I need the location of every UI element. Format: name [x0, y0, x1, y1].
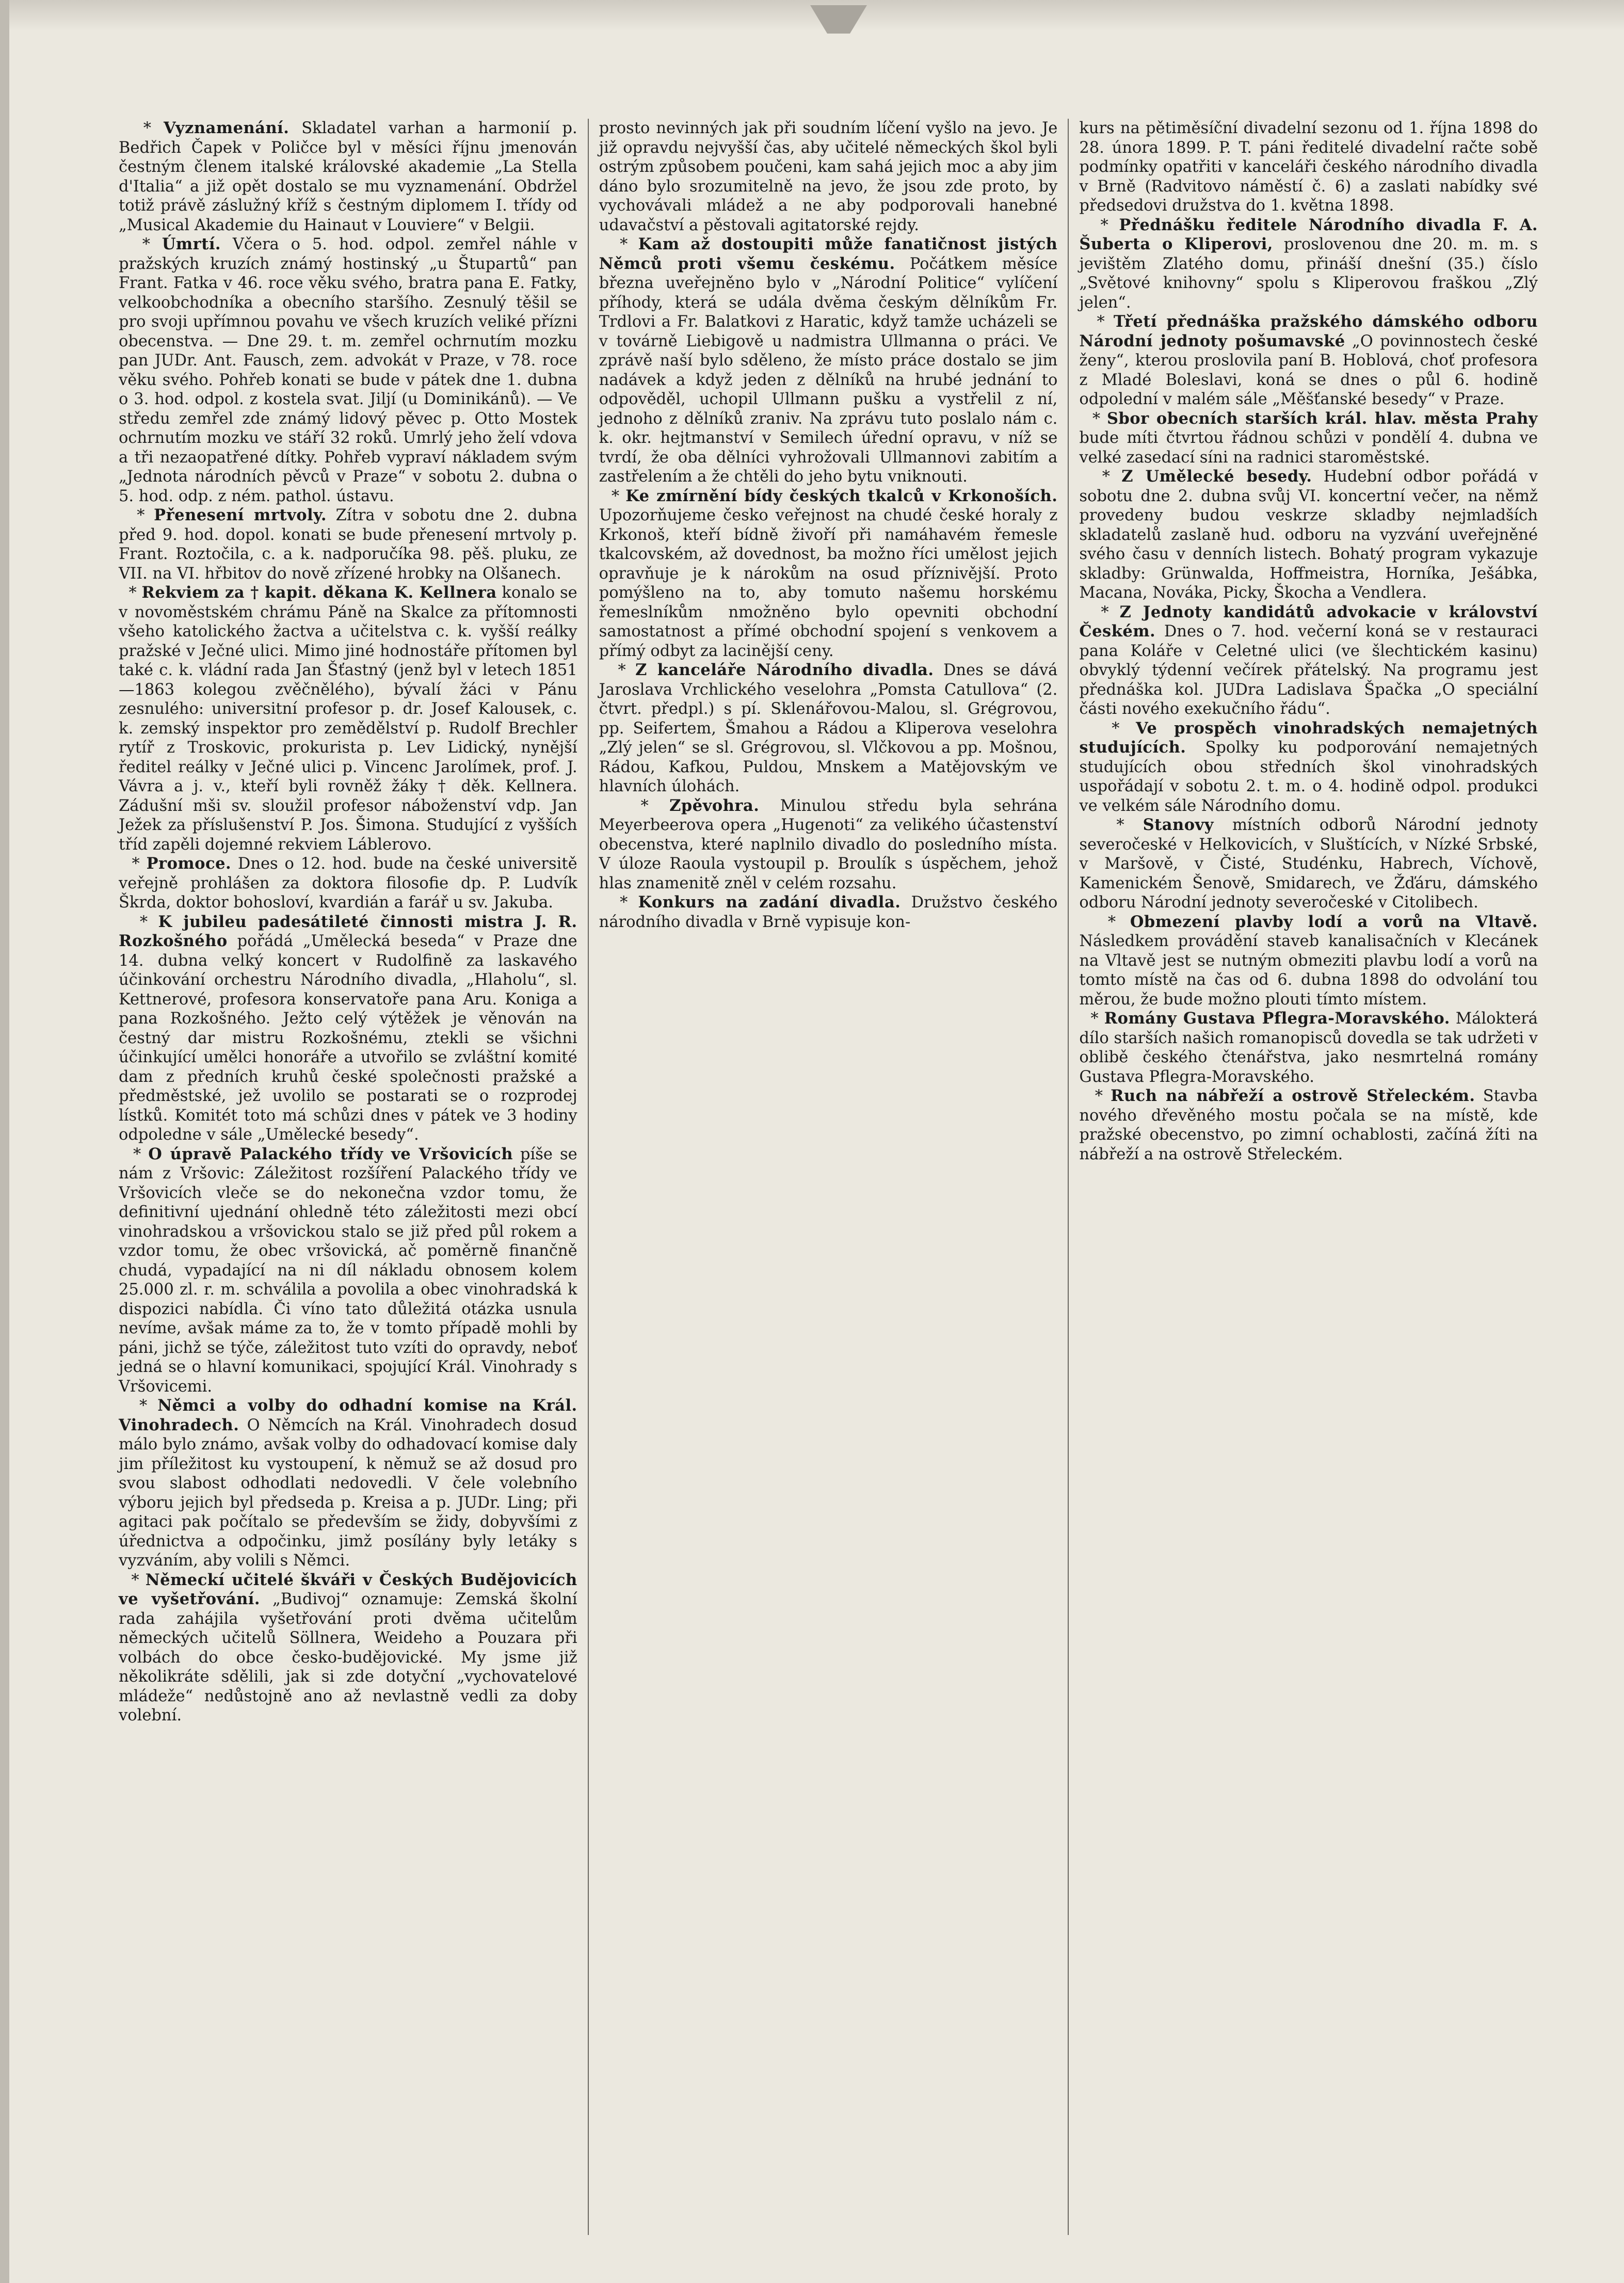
article-heading: Stanovy	[1143, 816, 1214, 834]
article-text: Upozorňujeme česko veřejnost na chudé české horaly z Krkonoš, kteří bídně živoří při namáhavém řemesle tkalcovském, až dovednost, ba možno říci umělost jejich opravňuje je k nárokům na osud příznivější. Proto pomýšleno na to, aby tomuto našemu horskému řemeslníkům nmožněno bylo opevniti obchodní samostatnost a přímé obchodní spojení s venkovem a přímý odbyt za lacinější ceny.	[599, 506, 1058, 660]
article-text: Hudební odbor pořádá v sobotu dne 2. dubna svůj VI. koncertní večer, na němž provedeny budou veskrze skladby nejmladších skladatelů zaslaně hud. odboru na vyzvání uveřejněné svého času v denních listech. Bohatý program vykazuje skladby: Grünwalda, Hoffmeistra, Horníka, Ješábka, Macana, Nováka, Picky, Škocha a Vendlera.	[1079, 468, 1538, 602]
article-heading: Třetí přednáška pražského dámského odboru Národní jednoty pošumavské	[1079, 312, 1538, 350]
article-paragraph: * Konkurs na zadání divadla. Družstvo českého národního divadla v Brně vypisuje kon-	[599, 893, 1058, 931]
article-paragraph: * Stanovy místních odborů Národní jednoty severočeské v Helkovicích, v Sluštících, v Nízké Srbské, v Maršově, v Čisté, Studénku, Habrech, Víchově, Kamenickém Šenově, Smidarech, ve Žďáru, dámského odboru Národní jednoty severočeské v Citolibech.	[1079, 816, 1538, 912]
article-heading: Z kanceláře Národního divadla.	[635, 661, 934, 679]
article-paragraph: * Obmezení plavby lodí a vorů na Vltavě. Následkem provádění staveb kanalisačních v Klecánek na Vltavě jest se nutným obmeziti plavbu lodí a vorů na tomto místě na čas od 6. dubna 1898 do odvolání tou měrou, že bude možno plouti tímto místem.	[1079, 912, 1538, 1009]
article-heading: Sbor obecních starších král. hlav. města Prahy	[1106, 409, 1538, 428]
article-text: Dnes o 12. hod. bude na české universitě veřejně prohlášen za doktora filosofie dp. P. Ludvík Škrda, doktor bohosloví, kvardián a farář u sv. Jakuba.	[119, 855, 577, 912]
column-3	[1069, 119, 1548, 2235]
article-paragraph: * O úpravě Palackého třídy ve Vršovicích píše se nám z Vršovic: Záležitost rozšíření Palackého třídy ve Vršovicích vleče se do nekonečna vzdor tomu, že definitivní ujednání ohledně této záležitosti mezi obcí vinohradskou a vršovickou stalo se již před půl rokem a vzdor tomu, že obec vršovická, ač poměrně finančně chudá, vypadající na ni díl nákladu obnosem kolem 25.000 zl. r. m. schválila a povolila a obec vinohradská k dispozici nabídla. Či víno tato důležitá otázka usnula nevíme, avšak máme za to, že v tomto případě mohli by páni, jichž se týče, záležitost tuto vzíti do opravdy, neboť jedná se o hlavní komunikaci, spojující Král. Vinohrady s Vršovicemi.	[119, 1144, 577, 1396]
article-heading: Ruch na nábřeží a ostrově Střeleckém.	[1111, 1087, 1475, 1105]
article-paragraph: * Ve prospěch vinohradských nemajetných studujících. Spolky ku podporování nemajetných studujících obou středních škol vinohradských uspořádají v sobotu 2. t. m. o 4. hodině odpol. produkci ve velkém sále Národního domu.	[1079, 719, 1538, 815]
article-paragraph: * Romány Gustava Pflegra-Moravského. Málokterá dílo starších našich romanopisců dovedla se tak udržeti v oblibě českého čtenářstva, jako nesmrtelná romány Gustava Pflegra-Moravského.	[1079, 1009, 1538, 1086]
article-paragraph: * Přenesení mrtvoly. Zítra v sobotu dne 2. dubna před 9. hod. dopol. konati se bude přenesení mrtvoly p. Frant. Roztočila, c. a k. nadporučíka 98. pěš. pluku, ze VII. na VI. hřbitov do nově zřízené hrobky na Olšanech.	[119, 506, 577, 583]
article-heading: Konkurs na zadání divadla.	[638, 893, 901, 912]
article-text: Dnes o 7. hod. večerní koná se v restauraci pana Koláře v Celetné ulici (ve šlechtickém kasinu) obvyklý týdenní večírek přátelský. Na programu jest přednáška kol. JUDra Ladislava Špačka „O speciální části nového exekučního řádu“.	[1079, 622, 1538, 718]
article-text: kurs na pětiměsíční divadelní sezonu od 1. října 1898 do 28. února 1899. P. T. páni ředitelé divadelní račte sobě podmínky opatřiti v kanceláři českého národního divadla v Brně (Radvitovo náměstí č. 6) a zaslati nabídky své předsedovi družstva do 1. května 1898.	[1079, 119, 1538, 215]
article-heading: Obmezení plavby lodí a vorů na Vltavě.	[1130, 912, 1538, 931]
article-heading: Z Jednoty kandidátů advokacie v království Českém.	[1079, 602, 1538, 641]
article-paragraph: * Z Jednoty kandidátů advokacie v království Českém. Dnes o 7. hod. večerní koná se v restauraci pana Koláře v Celetné ulici (ve šlechtickém kasinu) obvyklý týdenní večírek přátelský. Na programu jest přednáška kol. JUDra Ladislava Špačka „O speciální části nového exekučního řádu“.	[1079, 602, 1538, 718]
article-paragraph: * Z kanceláře Národního divadla. Dnes se dává Jaroslava Vrchlického veselohra „Pomsta Catullova“ (2. čtvrt. předpl.) s pí. Sklenářovou-Malou, sl. Grégrovou, pp. Seifertem, Šmahou a Rádou a Kliperova veselohra „Zlý jelen“ se sl. Grégrovou, sl. Vlčkovou a pp. Mošnou, Rádou, Kafkou, Puldou, Mnskem a Matějovským ve hlavních úlohách.	[599, 661, 1058, 795]
article-text: píše se nám z Vršovic: Záležitost rozšíření Palackého třídy ve Vršovicích vleče se do nekonečna vzdor tomu, že definitivní ujednání ohledně této záležitosti mezi obcí vinohradskou a vršovickou stalo se již před půl rokem a vzdor tomu, že obec vršovická, ač poměrně finančně chudá, vypadající na ni díl nákladu obnosem kolem 25.000 zl. r. m. schválila a povolila a obec vinohradská k dispozici nabídla. Či víno tato důležitá otázka usnula nevíme, avšak máme za to, že v tomto případě mohli by páni, jichž se týče, záležitost tuto vzíti do opravdy, neboť jedná se o hlavní komunikaci, spojující Král. Vinohrady s Vršovicemi.	[119, 1145, 577, 1396]
article-heading: Německí učitelé škváři v Českých Budějovicích ve vyšetřování.	[119, 1570, 577, 1608]
article-paragraph: * Ruch na nábřeží a ostrově Střeleckém. Stavba nového dřevěného mostu počala se na místě, kde pražské obecenstvo, po zimní ochablosti, začíná žíti na nábřeží a na ostrově Střeleckém.	[1079, 1087, 1538, 1163]
article-paragraph: * Promoce. Dnes o 12. hod. bude na české universitě veřejně prohlášen za doktora filosofie dp. P. Ludvík Škrda, doktor bohosloví, kvardián a farář u sv. Jakuba.	[119, 854, 577, 912]
article-text: Zítra v sobotu dne 2. dubna před 9. hod. dopol. konati se bude přenesení mrtvoly p. Frant. Roztočila, c. a k. nadporučíka 98. pěš. pluku, ze VII. na VI. hřbitov do nově zřízené hrobky na Olšanech.	[119, 506, 577, 583]
article-heading: Ke zmírnění bídy českých tkalců v Krkonoších.	[625, 486, 1058, 505]
article-text: Družstvo českého národního divadla v Brně vypisuje kon-	[599, 893, 1058, 931]
article-heading: Zpěvohra.	[669, 796, 760, 815]
article-text: místních odborů Národní jednoty severočeské v Helkovicích, v Sluštících, v Nízké Srbské, v Maršově, v Čisté, Studénku, Habrech, Víchově, Kamenickém Šenově, Smidarech, ve Žďáru, dámského odboru Národní jednoty severočeské v Citolibech.	[1079, 816, 1538, 912]
article-paragraph	[1079, 119, 1538, 216]
article-text: „O povinnostech české ženy“, kterou proslovila paní B. Hoblová, choť profesora z Mladé Boleslavi, koná se dnes o půl 6. hodině odpolední v malém sále „Měšťanské besedy“ v Praze.	[1079, 332, 1538, 408]
article-paragraph: * Rekviem za † kapit. děkana K. Kellnera konalo se v novoměstském chrámu Páně na Skalce za přítomnosti všeho katolického žactva a učitelstva c. k. vyšší reálky pražské v Ječné ulici. Mimo jiné hodnostáře přítomen byl také c. k. vládní rada Jan Šťastný (jenž byl v letech 1851—1863 kolegou zvěčnělého), bývalí žáci v Pánu zesnulého: universitní profesor p. dr. Josef Kalousek, c. k. zemský inspektor pro zemědělství p. Rudolf Brechler rytíř z Troskovic, prokurista p. Lev Lidický, nynější ředitel reálky v Ječné ulici p. Vincenc Jarolímek, prof. J. Vávra a j. v., kteří byli rovněž žáky † děk. Kellnera. Zádušní mši sv. sloužil profesor náboženství vdp. Jan Ježek za příslušenství P. Jos. Šimona. Studující z vyšších tříd zapěli dojemné rekviem Láblerovo.	[119, 583, 577, 854]
article-heading: O úpravě Palackého třídy ve Vršovicích	[148, 1144, 513, 1163]
article-text: proslovenou dne 20. m. m. s jevištěm Zlatého domu, přináší dnešní (35.) číslo „Světové knihovny“ spolu s Kliperovou fraškou „Zlý jelen“.	[1079, 235, 1538, 312]
article-text: Počátkem měsíce března uveřejněno bylo v „Národní Politice“ vylíčení příhody, která se udála dvěma českým dělníkům Fr. Trdlovi a Fr. Balatkovi z Haratic, když tamže ucházeli se v továrně Liebigově u nadmistra Ullmanna o práci. Ve zprávě naší bylo sděleno, že místo práce dostalo se jim nadávek a když jeden z dělníků na hrubé jednání to odpověděl, uchopil Ullmann pušku a vystřelil z ní, jednoho z dělníků zraniv. Na zprávu tuto poslalo nám c. k. okr. hejtmanství v Semilech úřední opravu, v níž se tvrdí, že oba dělníci vyhrožovali Ullmannovi zabitím a zastřelením a že chtěli do jeho bytu vniknouti.	[599, 254, 1058, 486]
article-paragraph: * Kam až dostoupiti může fanatičnost jistých Němců proti všemu českému. Počátkem měsíce března uveřejněno bylo v „Národní Politice“ vylíčení příhody, která se udála dvěma českým dělníkům Fr. Trdlovi a Fr. Balatkovi z Haratic, když tamže ucházeli se v továrně Liebigově u nadmistra Ullmanna o práci. Ve zprávě naší bylo sděleno, že místo práce dostalo se jim nadávek a když jeden z dělníků na hrubé jednání to odpověděl, uchopil Ullmann pušku a vystřelil z ní, jednoho z dělníků zraniv. Na zprávu tuto poslalo nám c. k. okr. hejtmanství v Semilech úřední opravu, v níž se tvrdí, že oba dělníci vyhrožovali Ullmannovi zabitím a zastřelením a že chtěli do jeho bytu vniknouti.	[599, 235, 1058, 486]
article-text: Včera o 5. hod. odpol. zemřel náhle v pražských kruzích známý hostinský „u Štupartů“ pan Frant. Fatka v 46. roce věku svého, bratra pana E. Fatky, velkoobchodníka a obecního staršího. Zesnulý těšil se pro svoji upřímnou povahu ve všech kruzích veliké přízni obecenstva. — Dne 29. t. m. zemřel ochrnutím mozku pan JUDr. Ant. Fausch, zem. advokát v Praze, v 78. roce věku svého. Pohřeb konati se bude v pátek dne 1. dubna o 3. hod. odpol. z kostela svat. Jiljí (u Dominikánů). — Ve středu zemřel zde známý lidový pěvec p. Otto Mostek ochrnutím mozku ve stáří 32 roků. Umrlý jeho želí vdova a tři nezaopatřené dítky. Pohřeb vypraví nákladem svým „Jednota národních pěvců v Praze“ v sobotu 2. dubna o 5. hod. odp. z ném. pathol. ústavu.	[119, 235, 577, 505]
article-heading: Vyznamenání.	[163, 119, 290, 137]
article-text: prosto nevinných jak při soudním líčení vyšlo na jevo. Je již opravdu nejvyšší čas, aby učitelé německých škol byli ostrým způsobem poučeni, kam sahá jejich moc a aby jim dáno bylo srozumitelně na jevo, že jsou zde proto, by vychovávali mládež a ne aby podporovali hanebné udavačství a pěstovali agitatorské rejdy.	[599, 119, 1058, 234]
article-text: Spolky ku podporování nemajetných studujících obou středních škol vinohradských uspořádají v sobotu 2. t. m. o 4. hodině odpol. produkci ve velkém sále Národního domu.	[1079, 739, 1538, 815]
article-paragraph	[599, 119, 1058, 235]
article-paragraph: * Německí učitelé škváři v Českých Budějovicích ve vyšetřování. „Budivoj“ oznamuje: Zemská školní rada zahájila vyšetřování proti dvěma učitelům německých učitelů Söllnera, Weideho a Pouzara při volbách do obce česko-budějovické. My jsme již několikráte sdělili, jak si zde dotyční „vychovatelové mládeže“ nedůstojně ano až nevlastně vedli za doby volební.	[119, 1570, 577, 1725]
article-paragraph: * Přednášku ředitele Národního divadla F. A. Šuberta o Kliperovi, proslovenou dne 20. m. m. s jevištěm Zlatého domu, přináší dnešní (35.) číslo „Světové knihovny“ spolu s Kliperovou fraškou „Zlý jelen“.	[1079, 215, 1538, 312]
article-paragraph: * Zpěvohra. Minulou středu byla sehrána Meyerbeerova opera „Hugenoti“ za velikého účastenství obecenstva, které naplnilo divadlo do posledního místa. V úloze Raoula vystoupil p. Broulík s úspěchem, jehož hlas znamenitě zněl v celém rozsahu.	[599, 796, 1058, 892]
text-columns	[108, 119, 1548, 2235]
article-text: Málokterá dílo starších našich romanopisců dovedla se tak udržeti v oblibě českého čtenářstva, jako nesmrtelná romány Gustava Pflegra-Moravského.	[1079, 1010, 1538, 1086]
article-text: Následkem provádění staveb kanalisačních v Klecánek na Vltavě jest se nutným obmeziti plavbu lodí a vorů na tomto místě na čas od 6. dubna 1898 do odvolání tou měrou, že bude možno plouti tímto místem.	[1079, 932, 1538, 1009]
article-paragraph: * Vyznamenání. Skladatel varhan a harmonií p. Bedřich Čapek v Poličce byl v měsíci říjnu jmenován čestným členem italské královské akademie „La Stella d'Italia“ a již opět dostalo se mu vyznamenání. Obdržel totiž právě záslužný kříž s čestným diplomem I. třídy od „Musical Akademie du Hainaut v Louviere“ v Belgii.	[119, 119, 577, 234]
article-heading: Přednášku ředitele Národního divadla F. A. Šuberta o Kliperovi,	[1079, 215, 1538, 253]
article-heading: Ve prospěch vinohradských nemajetných studujících.	[1079, 719, 1538, 757]
article-paragraph: * Němci a volby do odhadní komise na Král. Vinohradech. O Němcích na Král. Vinohradech dosud málo bylo známo, avšak volby do odhadovací komise daly jim příležitost ku vystoupení, k němuž se až dosud pro svou slabost odhodlati nedovedli. V čele volebního výboru jejich byl předseda p. Kreisa a p. JUDr. Ling; při agitaci pak počítalo se především se židy, dobyvšími z úřednictva a odpočinku, jimž posílány byly letáky s vyzváním, aby volili s Němci.	[119, 1396, 577, 1570]
article-text: „Budivoj“ oznamuje: Zemská školní rada zahájila vyšetřování proti dvěma učitelům německých učitelů Söllnera, Weideho a Pouzara při volbách do obce česko-budějovické. My jsme již několikráte sdělili, jak si zde dotyční „vychovatelové mládeže“ nedůstojně ano až nevlastně vedli za doby volební.	[119, 1590, 577, 1725]
article-text: O Němcích na Král. Vinohradech dosud málo bylo známo, avšak volby do odhadovací komise daly jim příležitost ku vystoupení, k němuž se až dosud pro svou slabost odhodlati nedovedli. V čele volebního výboru jejich byl předseda p. Kreisa a p. JUDr. Ling; při agitaci pak počítalo se především se židy, dobyvšími z úřednictva a odpočinku, jimž posílány byly letáky s vyzváním, aby volili s Němci.	[119, 1416, 577, 1570]
article-heading: Romány Gustava Pflegra-Moravského.	[1104, 1009, 1450, 1028]
article-paragraph: * Úmrtí. Včera o 5. hod. odpol. zemřel náhle v pražských kruzích známý hostinský „u Štupartů“ pan Frant. Fatka v 46. roce věku svého, bratra pana E. Fatky, velkoobchodníka a obecního staršího. Zesnulý těšil se pro svoji upřímnou povahu ve všech kruzích veliké přízni obecenstva. — Dne 29. t. m. zemřel ochrnutím mozku pan JUDr. Ant. Fausch, zem. advokát v Praze, v 78. roce věku svého. Pohřeb konati se bude v pátek dne 1. dubna o 3. hod. odpol. z kostela svat. Jiljí (u Dominikánů). — Ve středu zemřel zde známý lidový pěvec p. Otto Mostek ochrnutím mozku ve stáří 32 roků. Umrlý jeho želí vdova a tři nezaopatřené dítky. Pohřeb vypraví nákladem svým „Jednota národních pěvců v Praze“ v sobotu 2. dubna o 5. hod. odp. z ném. pathol. ústavu.	[119, 235, 577, 505]
article-text: konalo se v novoměstském chrámu Páně na Skalce za přítomnosti všeho katolického žactva a učitelstva c. k. vyšší reálky pražské v Ječné ulici. Mimo jiné hodnostáře přítomen byl také c. k. vládní rada Jan Šťastný (jenž byl v letech 1851—1863 kolegou zvěčnělého), bývalí žáci v Pánu zesnulého: universitní profesor p. dr. Josef Kalousek, c. k. zemský inspektor pro zemědělství p. Rudolf Brechler rytíř z Troskovic, prokurista p. Lev Lidický, nynější ředitel reálky v Ječné ulici p. Vincenc Jarolímek, prof. J. Vávra a j. v., kteří byli rovněž žáky † děk. Kellnera. Zádušní mši sv. sloužil profesor náboženství vdp. Jan Ježek za příslušenství P. Jos. Šimona. Studující z vyšších tříd zapěli dojemné rekviem Láblerovo.	[119, 584, 577, 854]
article-text: Skladatel varhan a harmonií p. Bedřich Čapek v Poličce byl v měsíci říjnu jmenován čestným členem italské královské akademie „La Stella d'Italia“ a již opět dostalo se mu vyznamenání. Obdržel totiž právě záslužný kříž s čestným diplomem I. třídy od „Musical Akademie du Hainaut v Louviere“ v Belgii.	[119, 119, 577, 234]
article-text: pořádá „Umělecká beseda“ v Praze dne 14. dubna velký koncert v Rudolfině za laskavého účinkování orchestru Národního divadla, „Hlaholu“, sl. Kettnerové, profesora konservatoře pana Aru. Koniga a pana Rozkošného. Ježto celý výtěžek je věnován na čestný dar mistru Rozkošnému, ztekli se všichni účinkující umělci honoráře a utvořilo se zvláštní komité dam z předních kruhů české společnosti pražské a předměstské, jež uvolilo se postarati se o rozprodej lístků. Komitét toto má schůzi dnes v pátek ve 3 hodiny odpoledne v sále „Umělecké besedy“.	[119, 932, 577, 1144]
article-heading: Kam až dostoupiti může fanatičnost jistých Němců proti všemu českému.	[599, 235, 1058, 273]
article-heading: Z Umělecké besedy.	[1121, 467, 1312, 486]
article-text: Stavba nového dřevěného mostu počala se na místě, kde pražské obecenstvo, po zimní ochablosti, začíná žíti na nábřeží a na ostrově Střeleckém.	[1079, 1087, 1538, 1163]
article-paragraph: * Sbor obecních starších král. hlav. města Prahy bude míti čtvrtou řádnou schůzi v pondělí 4. dubna ve velké zasedací síni na radnici staroměstské.	[1079, 409, 1538, 467]
article-text: Minulou středu byla sehrána Meyerbeerova opera „Hugenoti“ za velikého účastenství obecenstva, které naplnilo divadlo do posledního místa. V úloze Raoula vystoupil p. Broulík s úspěchem, jehož hlas znamenitě zněl v celém rozsahu.	[599, 796, 1058, 892]
article-paragraph: * Ke zmírnění bídy českých tkalců v Krkonoších. Upozorňujeme česko veřejnost na chudé české horaly z Krkonoš, kteří bídně živoří při namáhavém řemesle tkalcovském, až dovednost, ba možno říci umělost jejich opravňuje je k nárokům na osud příznivější. Proto pomýšleno na to, aby tomuto našemu horskému řemeslníkům nmožněno bylo opevniti obchodní samostatnost a přímé obchodní spojení s venkovem a přímý odbyt za lacinější ceny.	[599, 486, 1058, 660]
article-heading: Němci a volby do odhadní komise na Král. Vinohradech.	[119, 1396, 577, 1434]
scan-left-shadow	[0, 0, 9, 2283]
article-paragraph: * Třetí přednáška pražského dámského odboru Národní jednoty pošumavské „O povinnostech české ženy“, kterou proslovila paní B. Hoblová, choť profesora z Mladé Boleslavi, koná se dnes o půl 6. hodině odpolední v malém sále „Měšťanské besedy“ v Praze.	[1079, 312, 1538, 408]
article-heading: Rekviem za † kapit. děkana K. Kellnera	[141, 583, 497, 602]
article-heading: K jubileu padesátileté činnosti mistra J. R. Rozkošného	[119, 912, 577, 950]
column-1	[108, 119, 588, 2235]
article-paragraph: * K jubileu padesátileté činnosti mistra J. R. Rozkošného pořádá „Umělecká beseda“ v Praze dne 14. dubna velký koncert v Rudolfině za laskavého účinkování orchestru Národního divadla, „Hlaholu“, sl. Kettnerové, profesora konservatoře pana Aru. Koniga a pana Rozkošného. Ježto celý výtěžek je věnován na čestný dar mistru Rozkošnému, ztekli se všichni účinkující umělci honoráře a utvořilo se zvláštní komité dam z předních kruhů české společnosti pražské a předměstské, jež uvolilo se postarati se o rozprodej lístků. Komitét toto má schůzi dnes v pátek ve 3 hodiny odpoledne v sále „Umělecké besedy“.	[119, 912, 577, 1144]
article-heading: Přenesení mrtvoly.	[154, 506, 327, 524]
article-heading: Úmrtí.	[162, 235, 221, 253]
article-text: bude míti čtvrtou řádnou schůzi v pondělí 4. dubna ve velké zasedací síni na radnici staroměstské.	[1079, 429, 1538, 467]
article-heading: Promoce.	[146, 854, 232, 873]
article-paragraph: * Z Umělecké besedy. Hudební odbor pořádá v sobotu dne 2. dubna svůj VI. koncertní večer, na němž provedeny budou veskrze skladby nejmladších skladatelů zaslaně hud. odboru na vyzvání uveřejněné svého času v denních listech. Bohatý program vykazuje skladby: Grünwalda, Hoffmeistra, Horníka, Ješábka, Macana, Nováka, Picky, Škocha a Vendlera.	[1079, 467, 1538, 602]
scan-top-edge	[0, 0, 1624, 31]
article-text: Dnes se dává Jaroslava Vrchlického veselohra „Pomsta Catullova“ (2. čtvrt. předpl.) s pí. Sklenářovou-Malou, sl. Grégrovou, pp. Seifertem, Šmahou a Rádou a Kliperova veselohra „Zlý jelen“ se sl. Grégrovou, sl. Vlčkovou a pp. Mošnou, Rádou, Kafkou, Puldou, Mnskem a Matějovským ve hlavních úlohách.	[599, 661, 1058, 795]
column-2	[589, 119, 1068, 2235]
